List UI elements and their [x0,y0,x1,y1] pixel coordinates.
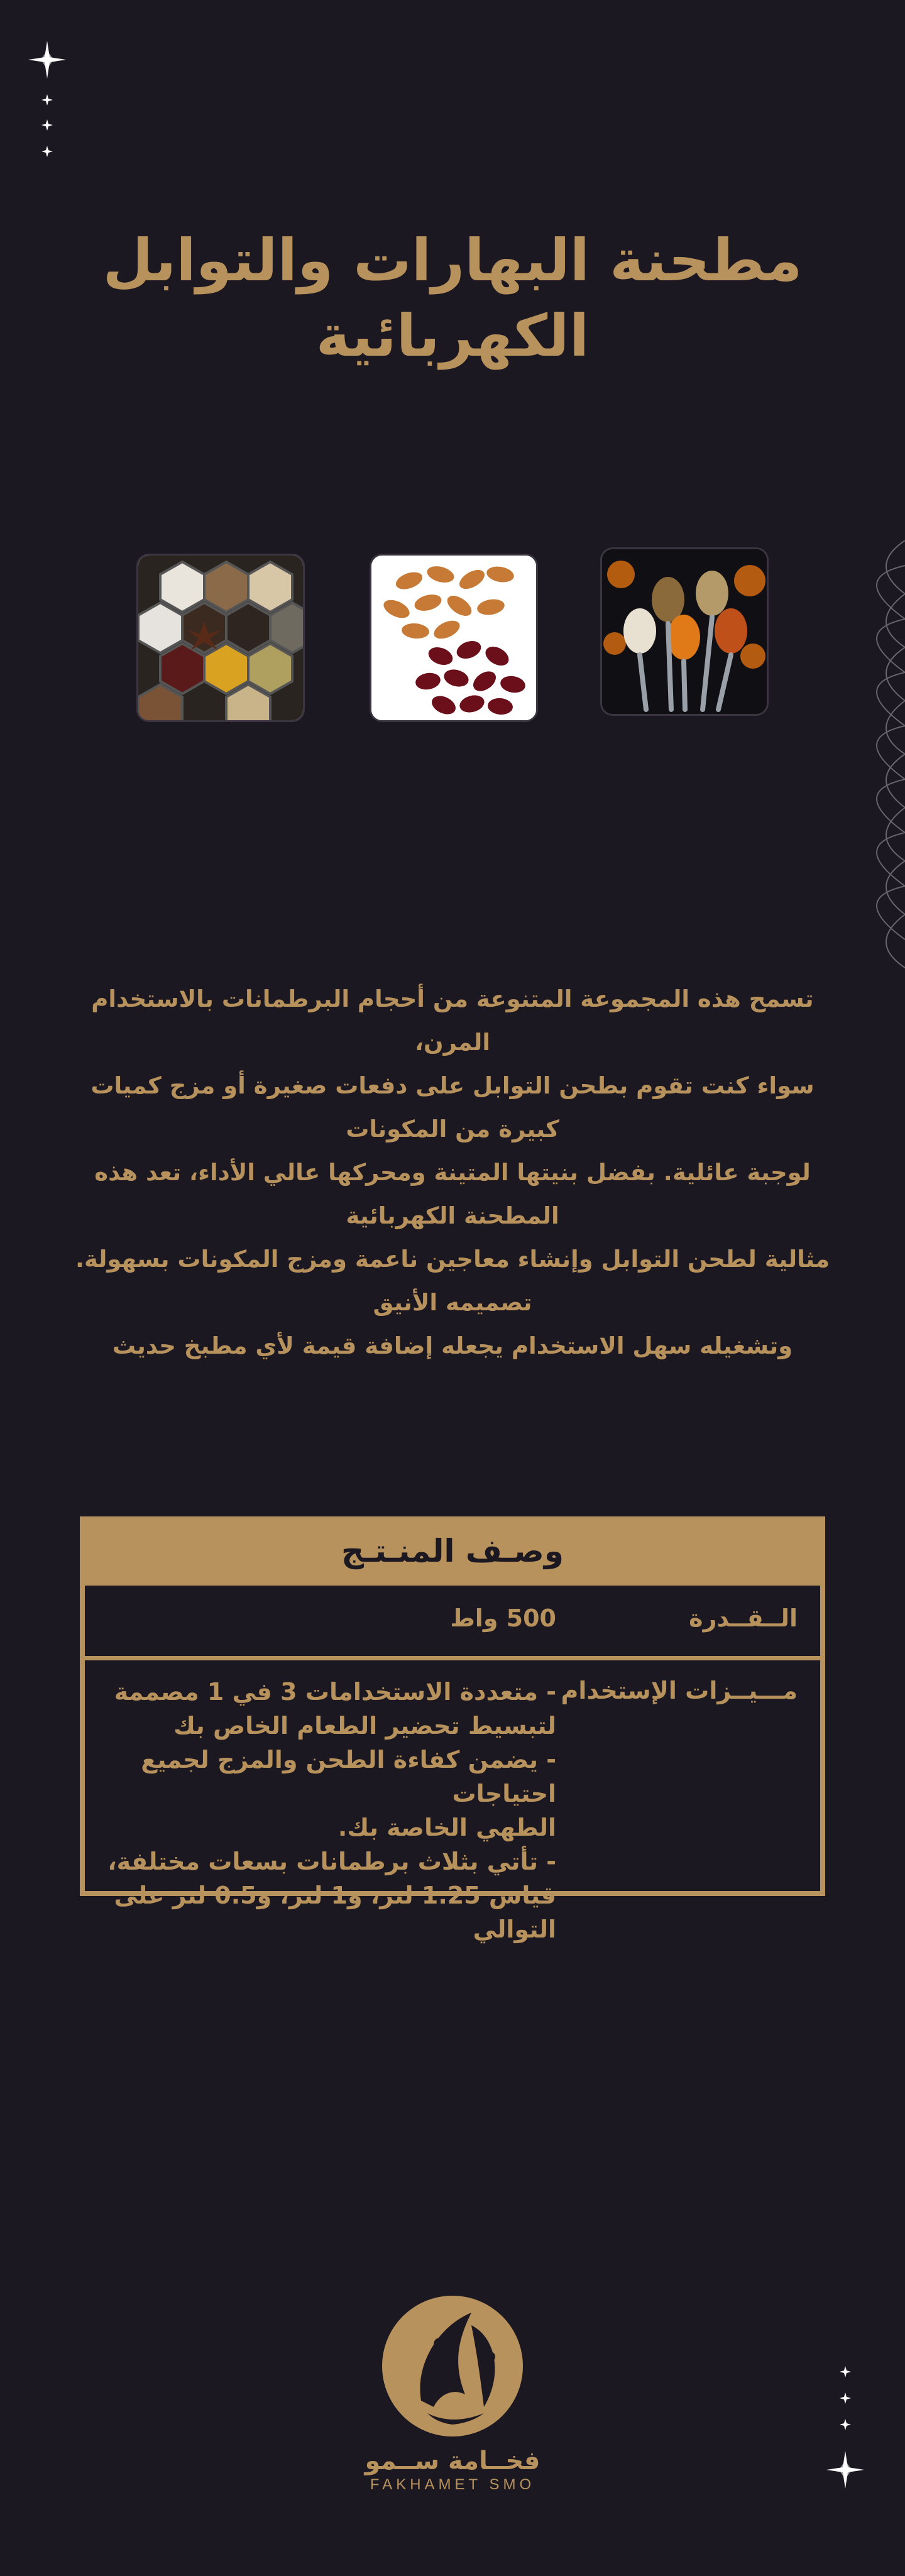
feature-line: لتبسيط تحضير الطعام الخاص بك [173,1712,556,1740]
large-sparkle-icon [28,41,66,79]
small-star-icon [840,2366,851,2430]
sparkle-decoration-bottom [823,2363,867,2504]
intro-line: تسمح هذه المجموعة المتنوعة من أحجام البرطمانات بالاستخدام المرن، [91,985,814,1056]
row-divider [85,1656,820,1660]
page-title: مطحنة البهارات والتوابل الكهربائية [102,227,803,370]
feature-line: - متعددة الاستخدامات 3 في 1 مصممة [114,1678,556,1706]
features-label: مـــيــزات الإستخدام [561,1677,798,1704]
product-description-table [80,1516,825,1943]
small-star-icon [41,94,53,157]
intro-line: سواء كنت تقوم بطحن التوابل على دفعات صغيرة أو مزج كميات كبيرة من المكونات [90,1072,814,1143]
feature-line: قياس 1.25 لتر، و1 لتر، و0.5 لتر على التوالي [114,1882,556,1943]
power-label: الــقــدرة [689,1604,798,1632]
feature-line: - تأتي بثلاث برطمانات بسعات مختلفة، [107,1848,556,1875]
large-sparkle-icon [826,2451,864,2489]
sparkle-decoration-top [25,38,69,172]
photo-almonds-beans [370,554,538,722]
brand-logo-mark [377,2288,528,2453]
brand-latin-name: FAKHAMET SMO [370,2476,535,2493]
photo-mixed-spices [136,554,305,722]
brand-arabic-name: فخــامة ســمو [365,2447,540,2475]
table-heading: وصـف المنـتـج [80,1516,825,1586]
intro-line: لوجبة عائلية. بفضل بنيتها المتينة ومحركها عالي الأداء، تعد هذه المطحنة الكهربائية [94,1159,811,1229]
intro-paragraph [63,977,842,1367]
decorative-arcs [848,540,905,989]
table-body [80,1586,825,1943]
feature-line: - يضمن كفاءة الطحن والمزج لجميع احتياجات [141,1746,556,1807]
intro-line: مثالية لطحن التوابل وإنشاء معاجين ناعمة ومزج المكونات بسهولة. تصميمه الأنيق [75,1246,830,1316]
intro-line: وتشغيله سهل الاستخدام يجعله إضافة قيمة لأي مطبخ حديث [112,1332,793,1359]
power-value: 500 واط [450,1604,556,1632]
photo-spice-spoons [600,547,769,716]
feature-line: الطهي الخاصة بك. [337,1814,556,1841]
features-list [85,1675,556,1946]
